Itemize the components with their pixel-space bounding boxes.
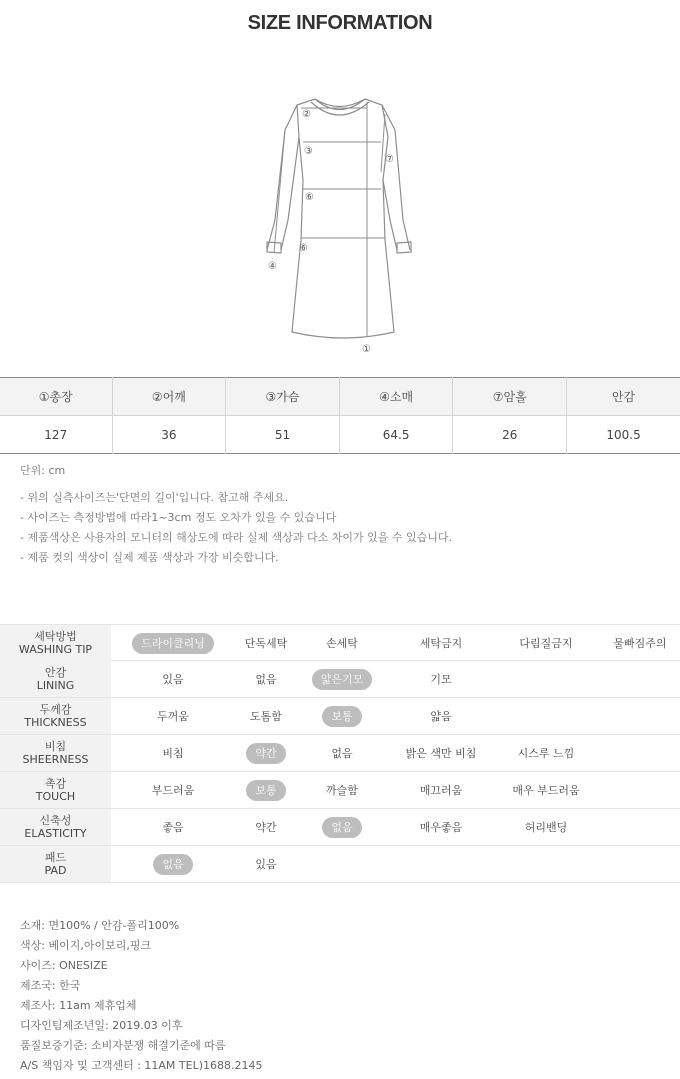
marker-waist: ⑥ [305,192,314,203]
care-option [396,772,486,808]
value-chest: 51 [226,416,340,454]
marker-shoulder: ② [302,109,311,120]
care-option [396,661,486,697]
value-sleeve: 64.5 [339,416,453,454]
care-row-label [0,698,111,734]
care-option-text: 약간 [255,820,277,834]
dress-outline-illustration [255,90,425,360]
care-option-text: 부드러움 [151,783,195,797]
note-item: - 위의 실측사이즈는'단면의 길이'입니다. 참고해 주세요. [20,491,289,504]
care-option-text: 있음 [255,857,277,871]
note-item: - 제품 컷의 색상이 실제 제품 색상과 가장 비슷합니다. [20,551,279,564]
care-label-korean: 안감 [44,666,67,679]
value-armhole: 26 [453,416,567,454]
care-option-text: 기모 [430,672,452,686]
care-option-text: 좋음 [162,820,184,834]
care-option-selected [297,661,387,697]
header-sleeve: ④소매 [339,378,453,416]
care-row [0,735,680,772]
care-label-korean: 두께감 [39,703,72,716]
header-length: ①총장 [0,378,112,416]
care-label-english: ELASTICITY [24,827,87,840]
header-armhole: ⑦암홀 [453,378,567,416]
care-option-text: 없음 [153,854,192,875]
care-option-text: 도톰함 [250,709,282,723]
care-attributes-table [0,624,680,883]
size-table [0,377,680,454]
marker-hip: ⑥ [299,243,308,254]
info-size: 사이즈: ONESIZE [20,959,108,972]
care-option [297,772,387,808]
care-label-english: WASHING TIP [18,643,93,656]
care-row [0,698,680,735]
care-option [297,735,387,771]
marker-armhole: ⑦ [385,154,394,165]
info-country: 제조국: 한국 [20,979,81,992]
care-row [0,772,680,809]
care-option [600,625,680,661]
note-item: - 사이즈는 측정방법에 따라1~3cm 정도 오차가 있을 수 있습니다 [20,511,337,524]
care-option-text: 보통 [322,706,361,727]
care-label-english: TOUCH [35,790,76,803]
care-option-text: 없음 [331,746,353,760]
care-option-text: 다림질금지 [519,636,573,650]
info-date: 디자인팀제조년일: 2019.03 이후 [20,1019,183,1032]
care-option-text: 얇은기모 [312,669,373,690]
value-shoulder: 36 [112,416,226,454]
care-option [128,735,218,771]
care-option-selected [128,846,218,882]
care-option-text: 없음 [255,672,277,686]
care-label-english: LINING [36,679,75,692]
care-row [0,661,680,698]
care-label-english: PAD [44,864,67,877]
care-option-text: 허리밴딩 [524,820,568,834]
info-color: 색상: 베이지,아이보리,핑크 [20,939,152,952]
care-option-text: 단독세탁 [244,636,288,650]
care-option-text: 없음 [322,817,361,838]
marker-sleeve: ④ [268,261,277,272]
care-option-text: 물빠짐주의 [613,636,667,650]
header-shoulder: ②어깨 [112,378,226,416]
care-row-label [0,735,111,771]
care-option [128,661,218,697]
care-option [128,809,218,845]
care-option [221,846,311,882]
care-label-korean: 비침 [44,740,67,753]
care-option [396,698,486,734]
care-row [0,809,680,846]
care-option-text: 손세탁 [326,636,358,650]
care-label-korean: 촉감 [44,777,67,790]
care-label-korean: 세탁방법 [34,630,77,643]
care-option-text: 얇음 [430,709,452,723]
size-table-header-row [0,378,680,416]
care-option [501,772,591,808]
dress-diagram [255,90,425,360]
care-option-text: 밝은 색만 비침 [405,746,477,760]
care-option [128,772,218,808]
care-option-text: 매우 부드러움 [512,783,580,797]
care-option [501,809,591,845]
care-option-text: 약간 [246,743,285,764]
header-lining: 안감 [611,390,636,404]
care-option-text: 두꺼움 [157,709,189,723]
unit-label: 단위: cm [20,464,66,477]
care-option [128,698,218,734]
value-length: 127 [0,416,112,454]
care-option [396,625,486,661]
page-title: SIZE INFORMATION [247,12,433,34]
care-option-selected [297,809,387,845]
care-option-text: 보통 [246,780,285,801]
care-option-text: 까슬함 [326,783,358,797]
care-row-label [0,661,111,697]
info-warranty: 품질보증기준: 소비자분쟁 해결기준에 따름 [20,1039,226,1052]
care-option-text: 비침 [162,746,184,760]
care-option [297,625,387,661]
care-option [396,809,486,845]
care-option-text: 세탁금지 [419,636,463,650]
care-option-text: 시스루 느낌 [517,746,575,760]
care-row-label [0,625,111,661]
header-chest: ③가슴 [226,378,340,416]
value-lining: 100.5 [606,427,641,442]
info-manufacturer: 제조사: 11am 제휴업체 [20,999,137,1012]
info-customer-service: A/S 책임자 및 고객센터 : 11AM TEL)1688.2145 [20,1059,263,1072]
care-label-english: THICKNESS [24,716,87,729]
info-material: 소재: 면100% / 안감-폴리100% [20,919,180,932]
care-option-text: 드라이클리닝 [132,633,214,654]
care-row-label [0,809,111,845]
note-item: - 제품색상은 사용자의 모니터의 해상도에 따라 실제 색상과 다소 차이가 있을 수 있습니다. [20,531,452,544]
care-option-selected [128,625,218,661]
marker-chest: ③ [304,146,313,157]
care-option-text: 있음 [162,672,184,686]
care-row-label [0,846,111,882]
care-row [0,624,680,661]
marker-length: ① [362,344,371,355]
product-info [20,918,263,1078]
care-row-label [0,772,111,808]
care-option [501,735,591,771]
size-table-row [0,416,680,454]
care-row [0,846,680,883]
care-label-korean: 패드 [44,851,67,864]
care-option [396,735,486,771]
care-option [501,625,591,661]
size-notes [20,490,452,570]
care-option-text: 매우좋음 [419,820,463,834]
care-label-english: SHEERNESS [22,753,89,766]
care-option-text: 매끄러움 [419,783,463,797]
care-label-korean: 신축성 [39,814,72,827]
care-option-selected [297,698,387,734]
